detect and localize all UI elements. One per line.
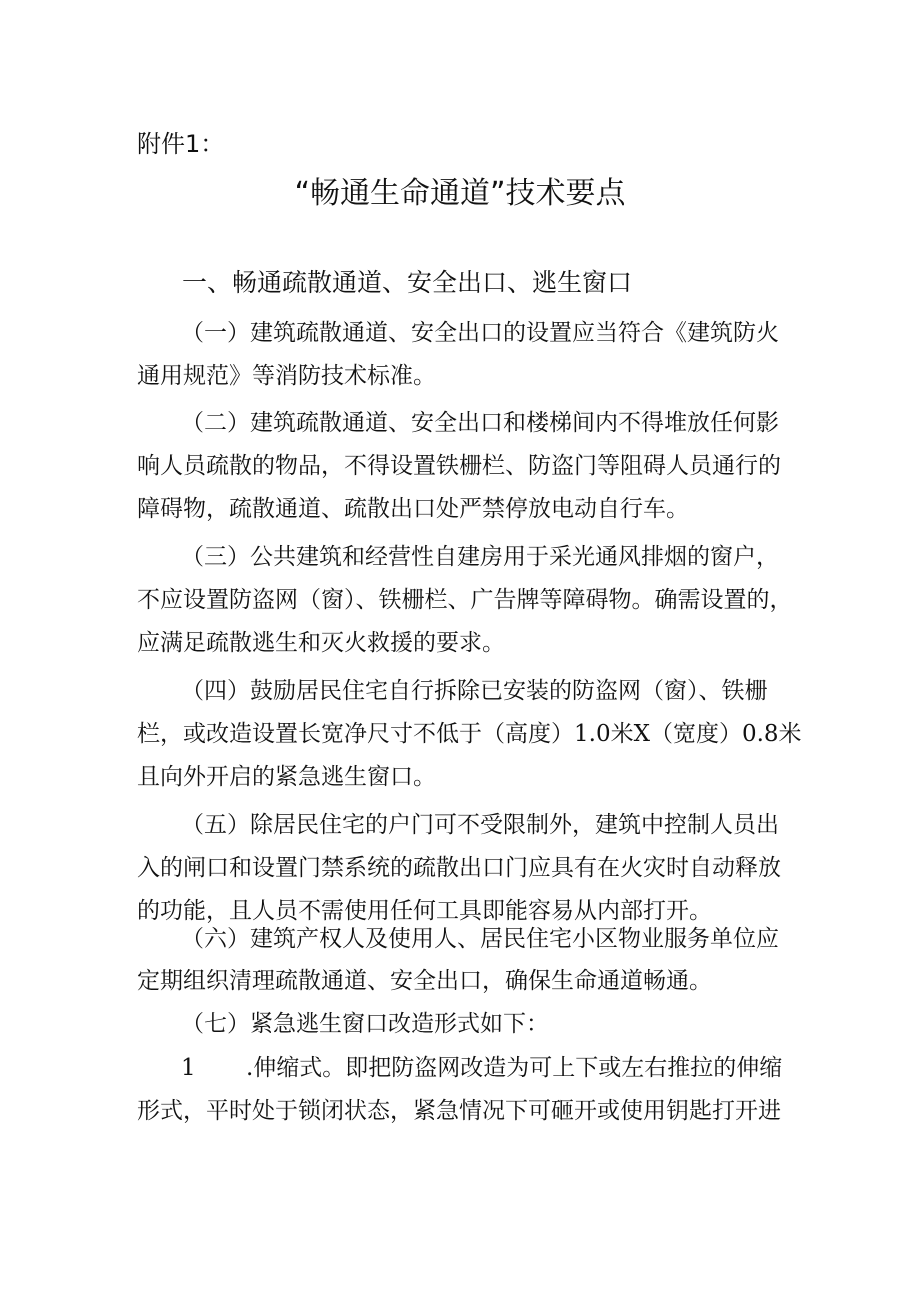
paragraph-line: （三）公共建筑和经营性自建房用于采光通风排烟的窗户， xyxy=(181,544,779,570)
paragraph-line: （二）建筑疏散通道、安全出口和楼梯间内不得堆放任何影 xyxy=(181,410,779,436)
paragraph-line: 入的闸口和设置门禁系统的疏散出口门应具有在火灾时自动释放 xyxy=(137,855,781,881)
section-heading: 一、畅通疏散通道、安全出口、逃生窗口 xyxy=(182,268,633,297)
paragraph-line: 且向外开启的紧急逃生窗口。 xyxy=(137,764,436,790)
list-item-continuation: 形式，平时处于锁闭状态，紧急情况下可砸开或使用钥匙打开进 xyxy=(137,1098,781,1124)
paragraph-line: 响人员疏散的物品，不得设置铁栅栏、防盗门等阻碍人员通行的 xyxy=(137,453,781,479)
paragraph-line: （六）建筑产权人及使用人、居民住宅小区物业服务单位应 xyxy=(181,926,779,952)
list-item-number: 1 xyxy=(181,1055,196,1081)
paragraph-line: （四）鼓励居民住宅自行拆除已安装的防盗网（窗）、铁栅 xyxy=(181,678,768,704)
paragraph-line: 定期组织清理疏散通道、安全出口，确保生命通道畅通。 xyxy=(137,968,712,994)
list-item-text: .伸缩式。即把防盗网改造为可上下或左右推拉的伸缩 xyxy=(246,1055,783,1081)
attachment-label: 附件1： xyxy=(137,130,225,158)
paragraph-line: （七）紧急逃生窗口改造形式如下： xyxy=(181,1011,549,1037)
paragraph-line: 不应设置防盗网（窗）、铁栅栏、广告牌等障碍物。确需设置的， xyxy=(137,587,793,613)
paragraph-line: （五）除居民住宅的户门可不受限制外，建筑中控制人员出 xyxy=(181,812,779,838)
paragraph-line: 障碍物，疏散通道、疏散出口处严禁停放电动自行车。 xyxy=(137,496,689,522)
paragraph-line: 应满足疏散逃生和灭火救援的要求。 xyxy=(137,630,505,656)
paragraph-line: 的功能，且人员不需使用任何工具即能容易从内部打开。 xyxy=(137,898,712,924)
paragraph-line: （一）建筑疏散通道、安全出口的设置应当符合《建筑防火 xyxy=(181,320,779,346)
document-title: “畅通生命通道”技术要点 xyxy=(294,176,626,211)
paragraph-line: 通用规范》等消防技术标准。 xyxy=(137,363,436,389)
paragraph-line: 栏，或改造设置长宽净尺寸不低于（高度）1.0米X（宽度）0.8米 xyxy=(137,721,802,747)
